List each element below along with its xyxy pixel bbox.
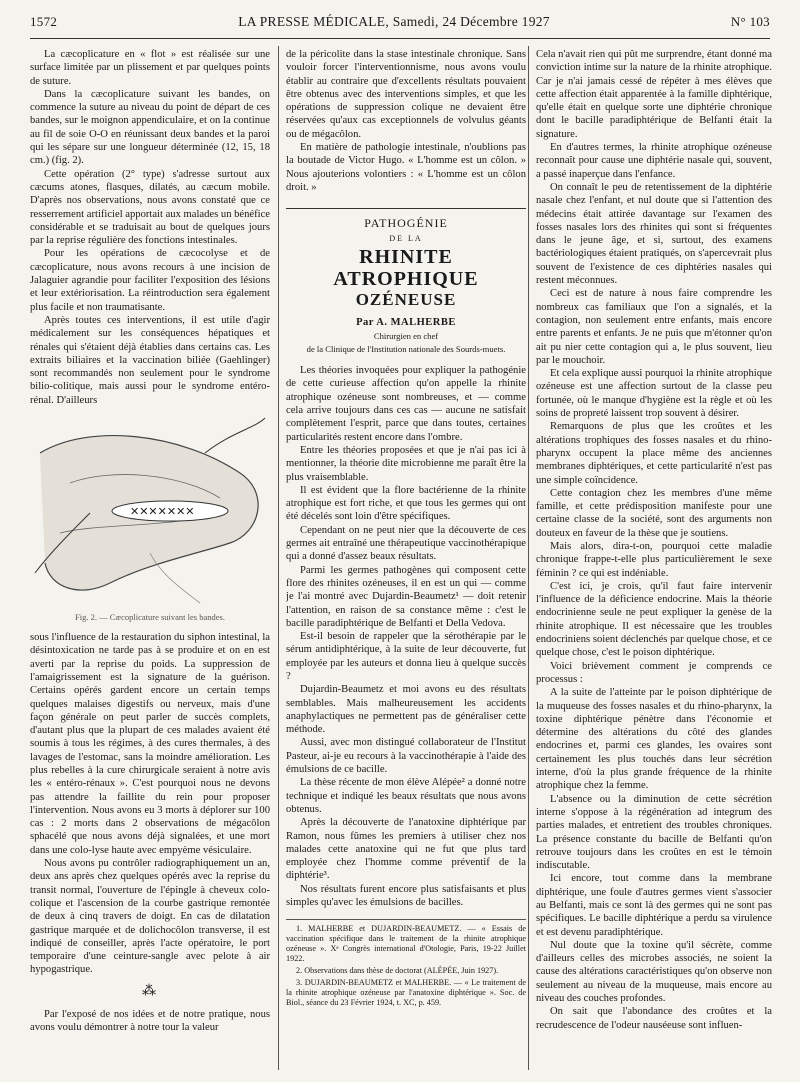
svg-text:✕✕✕✕✕✕✕: ✕✕✕✕✕✕✕ [130, 505, 195, 519]
paragraph: Pour les opérations de cæcocolyse et de cæcoplicature, nous avons recours à une incision de Jalaguier agrandie pour faciliter l'exposition des lésions et leur extériorisation. La réintroduction sera également plus facile et non traumatisante. [30, 248, 270, 313]
page-number: 1572 [30, 14, 58, 29]
paragraph: La cæcoplicature en « flot » est réalisée sur une surface limitée par un plissement et par quelques points de suture. [30, 49, 270, 87]
paragraph: Cependant on ne peut nier que la découverte de ces germes ait entraîné une thérapeutique vaccinothérapique qui a donné d'assez beaux résultats. [286, 524, 526, 563]
paragraph: Après la découverte de l'anatoxine diphtérique par Ramon, nous fûmes les premiers à utiliser chez nos malades cette anatoxine qui ne fut que plus tard employée chez l'homme comme préventif de la diphtérie³. [286, 817, 526, 882]
title-line: PATHOGÉNIE [364, 216, 448, 231]
header-rule [30, 38, 770, 39]
paragraph: La thèse récente de mon élève Alépée² a donné notre technique et indiqué les beaux résultats que nous avons obtenus. [286, 777, 526, 815]
section-separator: ⁂ [142, 983, 158, 999]
column-divider [528, 46, 529, 1070]
paragraph: Après toutes ces interventions, il est utile d'agir médicalement sur les conséquences hépatiques et rénales qui s'étaient déjà établies dans certains cas. Les extraits biliaires et la vaccination biliée (Gaehlinger) sont recommandés non seulement pour le syndrome bilio-colitique, mais aussi pour le syndrome entéro-rénal. D'ailleurs [30, 314, 270, 406]
issue-number: N° 103 [730, 14, 770, 29]
cecum-illustration [30, 413, 270, 609]
footnote: 2. Observations dans thèse de doctorat (ALÉPÉE, Juin 1927). [296, 966, 499, 976]
article-subtitle: OZÉNEUSE [355, 289, 457, 309]
footnotes [286, 919, 526, 1008]
column-divider [278, 46, 279, 1070]
journal-title: LA PRESSE MÉDICALE, Samedi, 24 Décembre 1927 [238, 14, 550, 29]
paragraph: Cette contagion chez les membres d'une même famille, et cette prédisposition manifeste pour une certaine classe de la société, sont des arguments non douteux en faveur de la thèse que je soutiens. [536, 487, 772, 539]
figure-cecoplicature [30, 413, 270, 625]
author-affiliation: de la Clinique de l'Institution nationale des Sourds-muets. [306, 343, 506, 354]
paragraph: de la péricolite dans la stase intestinale chronique. Sans vouloir forcer l'interventionnisme, nous avons voulu établir au contraire que d'excellents résultats pouvaient être obtenus avec des interventions simples, et que les opérations de suppression colique ne devaient être réservées qu'aux cas exceptionnels de volvulus géants ou de mégacôlon. [286, 49, 526, 140]
paragraph: Parmi les germes pathogènes qui composent cette flore des rhinites ozéneuses, il en est un qui — comme je l'ai montré avec Dujardin-Beaumetz¹ — doit retenir l'attention, en raison de sa constance même : c'est le bacille paradiphtérique de Belfanti et Della Vedova. [286, 564, 526, 629]
paragraph: Entre les théories proposées et que je n'ai pas ici à mentionner, la théorie dite microbienne me paraît être la plus vraisemblable. [286, 444, 526, 483]
paragraph: En matière de pathologie intestinale, n'oublions pas la boutade de Victor Hugo. « L'homme est un côlon. » Nous ajouterions volontiers : « L'homme est un côlon droit. » [286, 142, 526, 193]
paragraph: Dujardin-Beaumetz et moi avons eu des résultats semblables. Mais malheureusement les accidents anaphylactiques ne permettent pas de généraliser cette méthode. [286, 684, 526, 736]
paragraph: Les théories invoquées pour expliquer la pathogénie de cette curieuse affection qu'on appelle la rhinite atrophique ozéneuse sont nombreuses, et — comme cela arrive toujours dans ces cas — aucune ne satisfait complètement l'esprit, parce que dans toutes, certaines particularités restent encore dans l'ombre. [286, 365, 526, 443]
column-2 [286, 48, 526, 1072]
paragraph: Cela n'avait rien qui pût me surprendre, étant donné ma conviction intime sur la nature de la rhinite atrophique. Car je n'ai jamais cessé de répéter à mes élèves que cette affection était apparentée à la famille diphtérique, qu'elle était en quelque sorte une diphtérie chronique dont le bacille paradiphtérique de Belfanti était la signature. [536, 49, 772, 140]
footnote: 1. MALHERBE et DUJARDIN-BEAUMETZ. — « Essais de vaccination spécifique dans le traitement de la rhinite atrophique ozéneuse ». Xᵉ Congrès international d'Otologie, Paris, 19-22 Juillet 1922. [286, 924, 526, 964]
paragraph: On connaît le peu de retentissement de la diphtérie nasale chez l'enfant, et nul doute que si l'attention des médecins était attirée davantage sur l'examen des fosses nasales lors des rhinites qui sont si fréquentes dans le jeune âge, et si, surtout, des examens bactériologiques étaient pratiqués, on s'apercevrait plus souvent de l'existence de ces diphtéries nasales qui restent méconnues. [536, 181, 772, 287]
paragraph: C'est ici, je crois, qu'il faut faire intervenir l'influence de la déficience endocrine. Mais la théorie endocrinienne seule ne peut expliquer la genèse de la rhinite atrophique. Il est nécessaire que les troubles endocriniens soient déclenchés par quelque chose, et ce quelque chose, c'est le poison diphtérique. [536, 580, 772, 659]
paragraph: Ici encore, tout comme dans la membrane diphtérique, une foule d'autres germes vient s'associer au Belfanti, mais ce sont là des germes qui ne sont pas spécifiques. Le bacille diphtérique a perdu sa virulence et est devenu paradiphtérique. [536, 873, 772, 938]
page-header [30, 14, 770, 36]
paragraph: Mais alors, dira-t-on, pourquoi cette maladie chronique frappe-t-elle plus particulièrement le sexe féminin ? ce qui est indéniable. [536, 540, 772, 579]
paragraph: A la suite de l'atteinte par le poison diphtérique de la muqueuse des fosses nasales et du rhino-pharynx, la toxine diphtérique pénètre dans l'économie et détermine des altérations du côté des glandes endocrines et, parmi ces glandes, les ovaires sont certainement les plus touchés dans leur sécrétion interne, d'où la plus grande fréquence de la rhinite atrophique chez la femme. [536, 687, 772, 792]
article-title: RHINITE ATROPHIQUE [333, 245, 479, 290]
paragraph: L'absence ou la diminution de cette sécrétion interne s'oppose à la régénération ad integrum des parties malades, et entretient des troubles chroniques. La présence constante du bacille de Belfanti qu'on retrouve toujours dans les croûtes en est le témoin indiscutable. [536, 793, 772, 872]
paragraph: Et cela explique aussi pourquoi la rhinite atrophique ozéneuse est une affection surtout de la classe peu fortunée, où le manque d'hygiène est la règle et où les soins de propreté laissent trop souvent à désirer. [536, 368, 772, 420]
paragraph: On sait que l'abondance des croûtes et la recrudescence de l'odeur nauséeuse sont influen- [536, 1006, 772, 1031]
paragraph: Voici brièvement comment je comprends ce processus : [536, 660, 772, 685]
paragraph: Par l'exposé de nos idées et de notre pratique, nous avons voulu démontrer à notre tour la valeur [30, 1009, 270, 1034]
column-1 [30, 48, 270, 1072]
author-role: Chirurgien en chef [373, 331, 439, 342]
figure-caption: Fig. 2. — Cæcoplicature suivant les bandes. [75, 612, 225, 623]
paragraph: Dans la cæcoplicature suivant les bandes, on commence la suture au niveau du point de départ de ces bandes, sur le moignon appendiculaire, et on la continue au fil de soie O-O en réunissant deux bandes et la paroi qui les sépare sur une longueur déterminée (12, 15, 18 cm.) (fig. 2). [30, 88, 270, 167]
paragraph: Est-il besoin de rappeler que la sérothérapie par le sérum antidiphtérique, à la suite de leur découverte, fut employée par les auteurs et donna lieu à quelque succès ? [286, 631, 526, 682]
author-name: Par A. MALHERBE [356, 316, 456, 328]
paragraph: sous l'influence de la restauration du siphon intestinal, la désintoxication ne tarde pas à se produire et on en est averti par la reprise du poids. La suppression de l'amaigrissement est la signature de la guérison. Certains opérés gardent encore un certain temps quelques malaises digestifs ou nerveux, mais d'une façon générale on peut parler de succès complets, d'autant plus que la plupart de ces malades avaient été soumis à tous les régimes, à des cures thermales, à des lavages de l'estomac, sans la moindre amélioration. Les plus rebelles à la cure chirurgicale seraient à notre avis les « entéro-rénaux ». C'est pourquoi nous ne devons pas attendre la faillite du rein pour proposer l'intervention. Nous avons eu 3 morts à déplorer sur 100 cas : 2 morts dans 2 observations de mégacôlon sphacélé que nous avons déjà signalées, et une mort dans une colo-lyse haute avec empyème vésiculaire. [30, 632, 270, 856]
paragraph: Ceci est de nature à nous faire comprendre les nombreux cas familiaux que l'on a signalés, et la contagion, non seulement entre enfants, mais encore entre parents et enfants. Je ne puis que m'étonner qu'on ait pu nier cette contagion qui a, le plus souvent, lieu par le mouchoir. [536, 288, 772, 366]
column-3 [536, 48, 772, 1072]
paragraph: Nul doute que la toxine qu'il sécrète, comme d'ailleurs celles des microbes associés, ne soient la cause des altérations caractéristiques qu'on observe non seulement au niveau de la muqueuse, mais encore au niveau des couches profondes. [536, 939, 772, 1005]
paragraph: Cette opération (2° type) s'adresse surtout aux cæcums atones, flasques, dilatés, au cæcum mobile. D'après nos observations, nous avons constaté que ce resserrement artificiel apportait aux malades un bénéfice considérable et se traduisait au bout de quelques jours par la reprise régulière des fonctions intestinales. [30, 168, 270, 247]
paragraph: En d'autres termes, la rhinite atrophique ozéneuse reconnaît pour cause une diphtérie nasale qui, souvent, a passé inaperçue dans l'enfance. [536, 142, 772, 180]
paragraph: Remarquons de plus que les croûtes et les altérations trophiques des fosses nasales et du rhino-pharynx occupent la place même des anciennes membranes diphtériques, et cette particularité n'est pas une simple coïncidence. [536, 421, 772, 486]
paragraph: Aussi, avec mon distingué collaborateur de l'Institut Pasteur, ai-je eu recours à la vaccinothérapie à l'aide des émulsions de ce bacille. [286, 737, 526, 776]
paragraph: Nos résultats furent encore plus satisfaisants et plus simples qu'avec les émulsions de bacilles. [286, 883, 526, 909]
paragraph: Il est évident que la flore bactérienne de la rhinite atrophique est fort riche, et que tous les germes qui ont été décelés sont loin d'être spécifiques. [286, 484, 526, 523]
paragraph: Nous avons pu contrôler radiographiquement un an, deux ans après chez quelques opérés avec la reprise du transit normal, l'ouverture de l'épingle à cheveux colo-colique et l'ascension de la courbe gastrique remontée de deux à cinq travers de doigt. En cas de dilatation gastrique marquée et de dolichocôlon transverse, il est indiqué de conseiller, après l'acte opératoire, le port temporaire d'une ceinture-sangle avec pelote à air hypogastrique. [30, 858, 270, 976]
title-line: DE LA [389, 233, 423, 243]
footnote: 3. DUJARDIN-BEAUMETZ et MALHERBE. — « Le traitement de la rhinite atrophique ozéneuse par l'anatoxine diphtérique ». Soc. de Biol., séance du 23 Février 1924, t. XC, p. 459. [286, 978, 526, 1008]
article-title-block [286, 208, 526, 354]
